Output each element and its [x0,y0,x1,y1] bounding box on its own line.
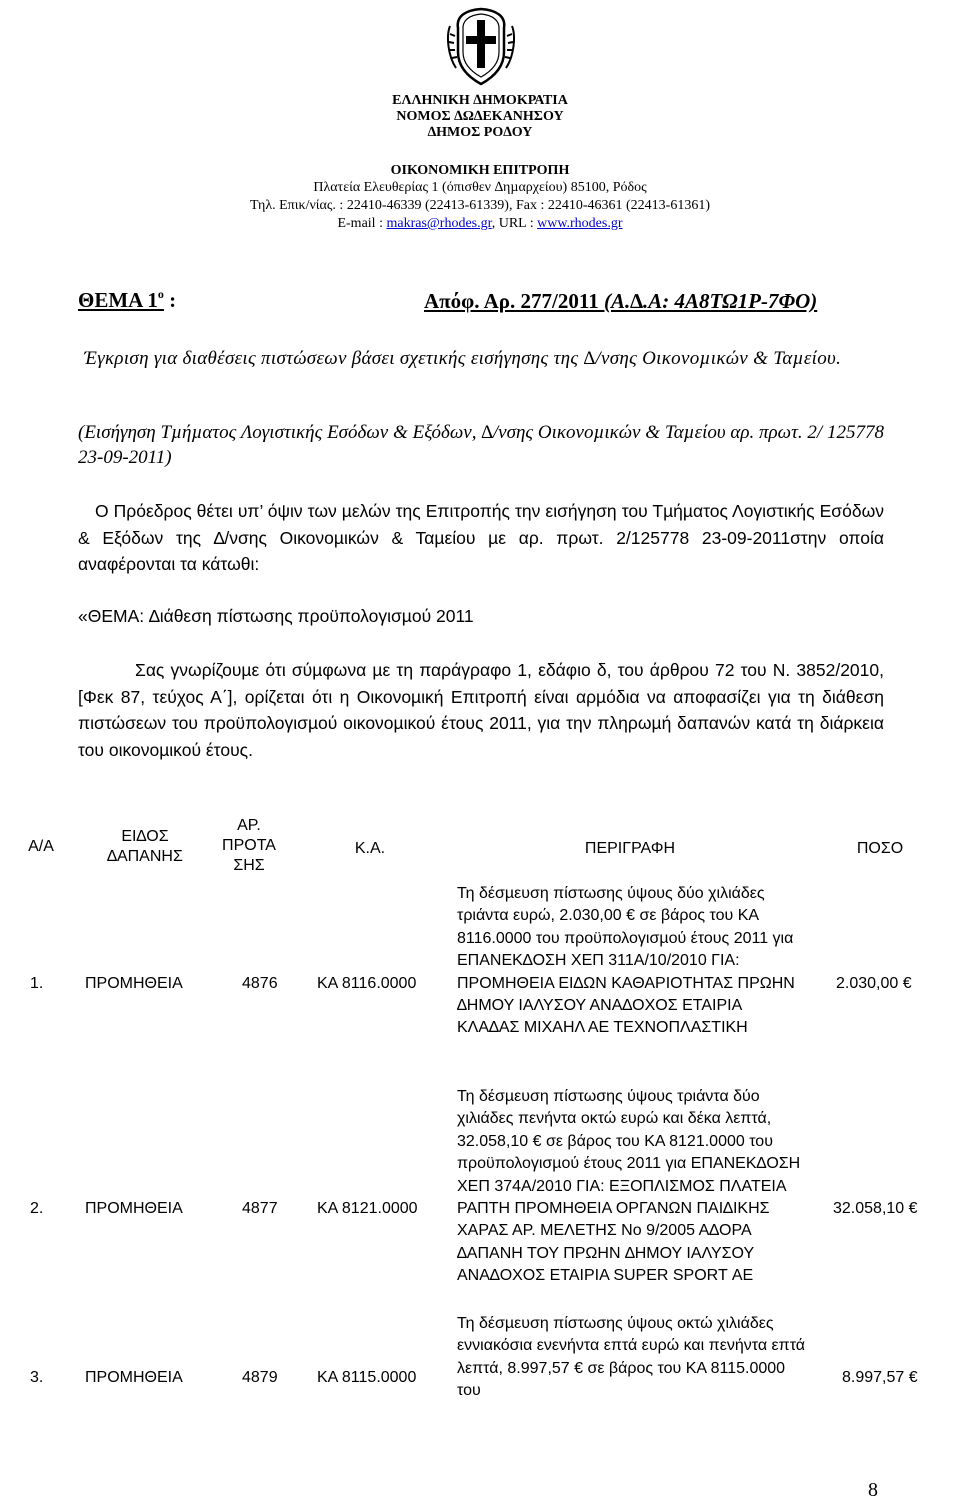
subject-label: ΘΕΜΑ $1^o$ : [78,287,177,312]
col-header-protocol: ΑΡ. ΠΡΟΤΑ ΣΗΣ [222,817,276,874]
subject-title: Έγκριση για διαθέσεις πιστώσεων βάσει σχετικής εισήγησης της ∆/νσης Οικονοµικών & Ταµείου. [84,348,842,369]
page-number: 8 [868,1479,878,1501]
row3-description: Τη δέσµευση πίστωσης ύψους οκτώ χιλιάδες εννιακόσια ενενήντα επτά ευρώ και πενήντα επτά λεπτά, 8.997,57 € σε βάρος του ΚΑ 8115.0000 του [457,1315,806,1400]
row2-aa: 2. [30,1200,44,1217]
row3-type: ΠΡΟΜΗΘΕΙΑ [85,1369,183,1386]
row3-aa: 3. [30,1369,44,1386]
header-republic: ΕΛΛΗΝΙΚΗ ∆ΗΜΟΚΡΑΤΙΑ [392,93,568,108]
theme-line: «ΘΕΜΑ: ∆ιάθεση πίστωσης προϋπολογισµού 2011 [78,606,474,626]
header-municipality: ∆ΗΜΟΣ ΡΟ∆ΟΥ [427,125,533,140]
header-committee: ΟΙΚΟΝΟΜΙΚΗ ΕΠΙΤΡΟΠΗ [390,163,570,178]
row3-protocol: 4879 [242,1369,278,1386]
row2-protocol: 4877 [242,1200,278,1217]
col-header-description: ΠΕΡΙΓΡΑΦΗ [584,840,676,857]
url-link[interactable]: www.rhodes.gr [537,216,623,231]
recommendation-ref: (Εισήγηση Τµήµατος Λογιστικής Εσόδων & Εξόδων, ∆/νσης Οικονοµικών & Ταµείου αρ. πρωτ. 2/ 125778 23-09-2011) [78,422,884,468]
row2-type: ΠΡΟΜΗΘΕΙΑ [85,1200,183,1217]
coat-of-arms-icon [446,6,516,86]
decision-number: Απόφ. Αρ. 277/2011 (Α.∆.Α: 4Α8ΤΩ1Ρ-7ΦΟ) [424,289,818,313]
header-contact [0,216,960,231]
col-header-type: ΕΙ∆ΟΣ ∆ΑΠΑΝΗΣ [107,828,183,865]
row1-protocol: 4876 [242,975,278,992]
row2-amount: 32.058,10 € [833,1200,918,1217]
email-link[interactable]: makras@rhodes.gr [386,216,492,231]
header-address: Πλατεία Ελευθερίας 1 (όπισθεν ∆ηµαρχείου) 85100, Ρόδος [313,180,647,195]
row1-description: Τη δέσµευση πίστωσης ύψους δύο χιλιάδες τριάντα ευρώ, 2.030,00 € σε βάρος του ΚΑ 8116.0000 του προϋπολογισµού έτους 2011 για ΕΠΑΝΕΚ∆ΟΣΗ ΧΕΠ 311Α/10/2010 ΓΙΑ: ΠΡΟΜΗΘΕΙΑ ΕΙ∆ΩΝ ΚΑΘΑΡΙΟΤΗΤΑΣ ΠΡΩΗΝ ∆ΗΜΟΥ ΙΑΛΥΣΟΥ ΑΝΑ∆ΟΧΟΣ ΕΤΑΙΡΙΑ ΚΛΑ∆ΑΣ ΜΙΧΑΗΛ ΑΕ ΤΕΧΝΟΠΛΑΣΤΙΚΗ [457,885,795,1037]
row1-amount: 2.030,00 € [836,975,912,992]
row3-amount: 8.997,57 € [842,1369,918,1386]
row3-ka: ΚΑ 8115.0000 [317,1369,417,1386]
col-header-ka: Κ.Α. [354,840,386,857]
email-label: E-mail : [337,216,387,231]
intro-paragraph: Ο Πρόεδρος θέτει υπ’ όψιν των µελών της Επιτροπής την εισήγηση του Τµήµατος Λογιστικής Εσόδων & Εξόδων της ∆/νσης Οικονοµικών & Ταµείου µε αρ. πρωτ. 2/125778 23-09-2011στην οποία αναφέρονται τα κάτωθι: [78,501,884,574]
row1-type: ΠΡΟΜΗΘΕΙΑ [85,975,183,992]
row1-ka: ΚΑ 8116.0000 [317,975,417,992]
col-header-aa: Α/Α [28,838,54,855]
row1-aa: 1. [30,975,44,992]
col-header-amount: ΠΟΣΟ [856,840,904,857]
url-label: , URL : [491,216,538,231]
row2-description: Τη δέσµευση πίστωσης ύψους τριάντα δύο χιλιάδες πενήντα οκτώ ευρώ και δέκα λεπτά, 32.058,10 € σε βάρος του ΚΑ 8121.0000 του προϋπολογισµού έτους 2011 για ΕΠΑΝΕΚ∆ΟΣΗ ΧΕΠ 374Α/2010 ΓΙΑ: ΕΞΟΠΛΙΣΜΟΣ ΠΛΑΤΕΙΑ ΡΑΠΤΗ ΠΡΟΜΗΘΕΙΑ ΟΡΓΑΝΩΝ ΠΑΙ∆ΙΚΗΣ ΧΑΡΑΣ ΑΡ. ΜΕΛΕΤΗΣ Νο 9/2005 Α∆ΟΡΑ ∆ΑΠΑΝΗ ΤΟΥ ΠΡΩΗΝ ∆ΗΜΟΥ ΙΑΛΥΣΟΥ ΑΝΑ∆ΟΧΟΣ ΕΤΑΙΡΙΑ SUPER SPORT ΑΕ [457,1088,801,1285]
header-prefecture: ΝΟΜΟΣ ∆Ω∆ΕΚΑΝΗΣΟΥ [396,109,564,124]
header-phone: Τηλ. Επικ/νίας. : 22410-46339 (22413-61339), Fax : 22410-46361 (22413-61361) [249,198,711,213]
row2-ka: ΚΑ 8121.0000 [317,1200,418,1217]
legal-paragraph: Σας γνωρίζουµε ότι σύµφωνα µε τη παράγραφο 1, εδάφιο δ, του άρθρου 72 του Ν. 3852/2010, [Φεκ 87, τεύχος Α΄], ορίζεται ότι η Οικονοµική Επιτροπή είναι αρµόδια να αποφασίζει για τη διάθεση πιστώσεων του προϋπολογισµού οικονοµικού έτους 2011, για την πληρωµή δαπανών κατά τη διάρκεια του οικονοµικού έτους. [78,660,884,760]
